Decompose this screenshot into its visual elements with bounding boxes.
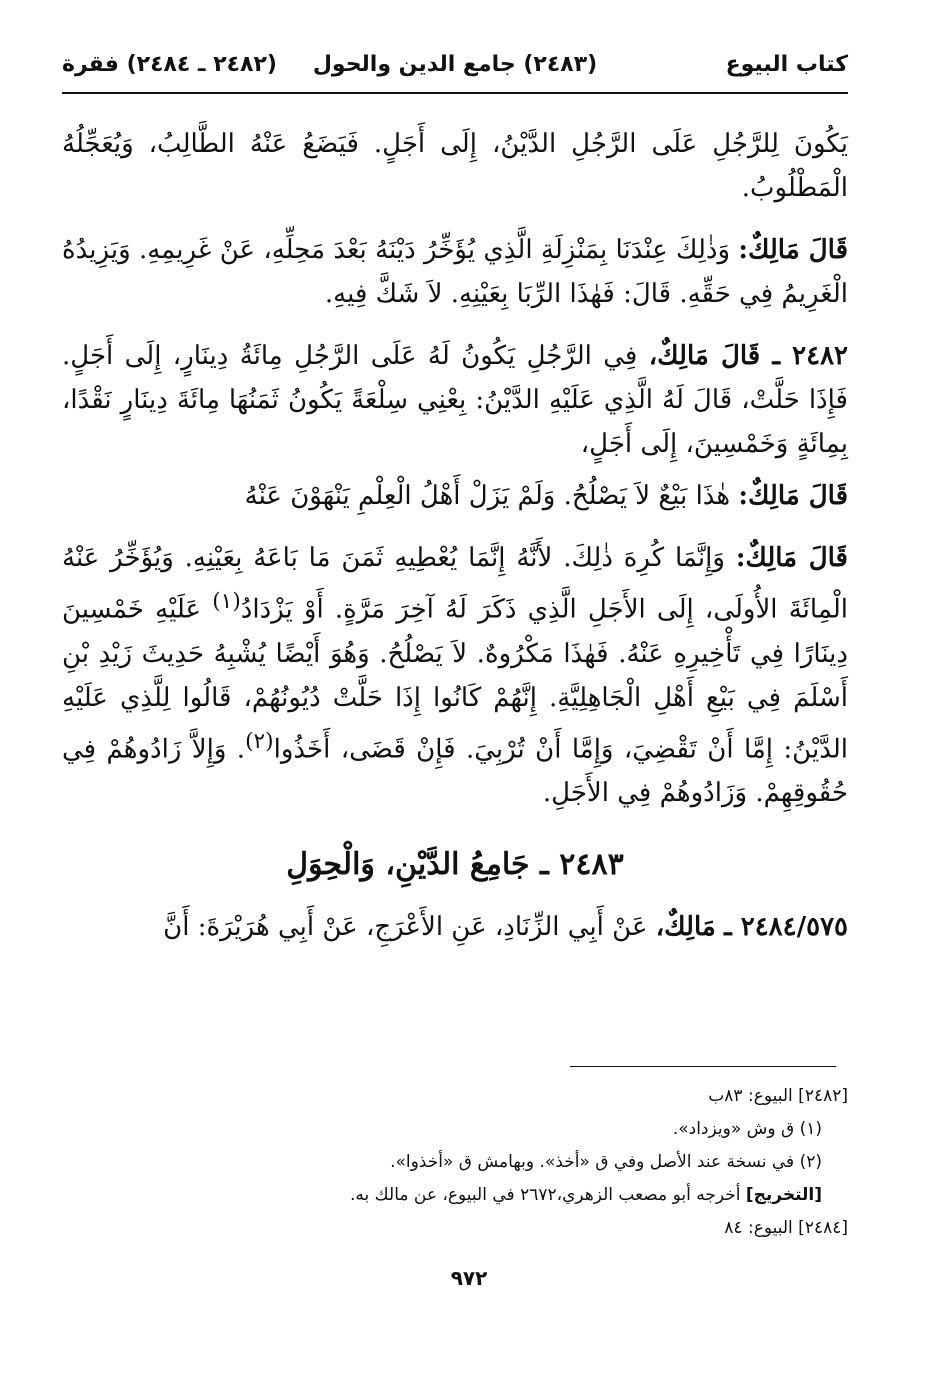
paragraph-2 xyxy=(62,228,848,316)
page-number: ٩٧٢ xyxy=(450,1266,488,1290)
paragraph-2482-text: فِي الرَّجُلِ يَكُونُ لَهُ عَلَى الرَّجُلِ مِائَةُ دِينَارٍ، إِلَى أَجَلٍ. فَإِذَا حَلَّتْ، قَالَ لَهُ الَّذِي عَلَيْهِ الدَّيْنُ: بِعْنِي سِلْعَةً يَكُونُ ثَمَنُهَا مِائَةَ دِينَارٍ نَقْدًا، بِمِائَةٍ وَخَمْسِينَ، إِلَى أَجَلٍ، xyxy=(62,341,848,459)
book-title: كتاب البيوع xyxy=(725,52,848,77)
paragraph-range: (٢٤٨٢ ـ ٢٤٨٤) فقرة xyxy=(62,52,277,77)
speaker-malik: مَالِكٌ، xyxy=(655,912,716,943)
section-heading xyxy=(62,841,848,889)
paragraph-1 xyxy=(62,122,848,210)
speaker-malik: قَالَ مَالِكٌ: xyxy=(738,235,848,265)
paragraph-2-text: وَذٰلِكَ عِنْدَنَا بِمَنْزِلَةِ الَّذِي يُؤَخِّرُ دَيْنَهُ بَعْدَ مَحِلِّهِ، عَنْ غَرِيمِهِ. وَيَزِيدُهُ الْغَرِيمُ فِي حَقِّهِ. قَالَ: فَهٰذَا الرِّبَا بِعَيْنِهِ. لاَ شَكَّ فِيهِ. xyxy=(62,235,848,309)
paragraph-5-text-b: عَلَيْهِ خَمْسِينَ دِينَارًا فِي تَأْخِيرِهِ عَنْهُ. فَهٰذَا مَكْرُوهٌ. لاَ يَصْلُحُ. وَهُوَ أَيْضًا يُشْبِهُ حَدِيثَ زَيْدِ بْنِ أَسْلَمَ فِي بَيْعِ أَهْلِ الْجَاهِلِيَّةِ. إِنَّهُمْ كَانُوا إِذَا حَلَّتْ دُيُونُهُمْ، قَالُوا لِلَّذِي عَلَيْهِ الدَّيْنُ: إِمَّا أَنْ تَقْضِيَ، وَإِمَّا أَنْ تُرْبِيَ. فَإِنْ قَضَى، أَخَذُوا xyxy=(62,594,848,765)
paragraph-4 xyxy=(62,474,848,518)
paragraph-2484 xyxy=(62,905,848,949)
hadith-number-2482: ٢٤٨٢ ـ قَالَ مَالِكٌ، xyxy=(648,341,848,371)
speaker-malik: قَالَ مَالِكٌ: xyxy=(738,481,848,511)
chapter-title: (٢٤٨٣) جامع الدين والحول xyxy=(312,52,598,77)
hadith-number-2484: ٢٤٨٤/٥٧٥ ـ xyxy=(724,912,848,943)
speaker-malik: قَالَ مَالِكٌ: xyxy=(735,543,848,573)
paragraph-2482 xyxy=(62,334,848,466)
paragraph-5 xyxy=(62,536,848,815)
header-divider xyxy=(62,92,848,94)
paragraph-2484-text: عَنْ أَبِي الزِّنَادِ، عَنِ الأَعْرَجِ، عَنْ أَبِي هُرَيْرَةَ: أَنَّ xyxy=(163,912,656,943)
footnote-ref-1: (١) xyxy=(212,589,241,614)
takhrij-note xyxy=(200,1179,848,1212)
running-header xyxy=(62,48,848,88)
footnote-2: (٢) في نسخة عند الأصل وفي ق «أخذ». وبهامش ق «أخذوا». xyxy=(390,1152,822,1172)
footnote-ref-2484: [٢٤٨٤] البيوع: ٨٤ xyxy=(724,1218,848,1238)
section-number: ٢٤٨٣ ـ xyxy=(540,847,624,883)
takhrij-text: أخرجه أبو مصعب الزهري،٢٦٧٢ في البيوع، عن مالك به. xyxy=(350,1185,746,1205)
footnote-ref-2482: [٢٤٨٢] البيوع: ٨٣ب xyxy=(708,1086,848,1106)
footnote-1: (١) ق وش «ويزداد». xyxy=(672,1119,822,1139)
takhrij-label: [التخريج] xyxy=(745,1185,822,1205)
footnote-divider xyxy=(570,1066,836,1067)
main-text xyxy=(62,122,848,967)
footnotes xyxy=(200,1080,848,1245)
paragraph-5-text-c: . وَإِلاَّ زَادُوهُمْ فِي حُقُوقِهِمْ. وَزَادُوهُمْ فِي الأَجَلِ. xyxy=(62,734,848,809)
paragraph-5-text-a: وَإِنَّمَا كُرِهَ ذٰلِكَ. لأَنَّهُ إِنَّمَا يُعْطِيهِ ثَمَنَ مَا بَاعَهُ بِعَيْنِهِ. وَيُؤَخِّرُ عَنْهُ الْمِائَةَ الأُولَى، إِلَى الأَجَلِ الَّذِي ذَكَرَ لَهُ آخِرَ مَرَّةٍ. أَوْ يَزْدَادُ xyxy=(62,543,848,625)
paragraph-1-text: يَكُونَ لِلرَّجُلِ عَلَى الرَّجُلِ الدَّيْنُ، إِلَى أَجَلٍ. فَيَضَعُ عَنْهُ الطَّالِبُ، وَيُعَجِّلُهُ الْمَطْلُوبُ. xyxy=(62,129,848,203)
paragraph-4-text: هٰذَا بَيْعٌ لاَ يَصْلُحُ. وَلَمْ يَزَلْ أَهْلُ الْعِلْمِ يَنْهَوْنَ عَنْهُ xyxy=(244,481,739,511)
section-title: جَامِعُ الدَّيْنِ، وَالْحِوَلِ xyxy=(286,847,530,883)
footnote-ref-2: (٢) xyxy=(245,728,274,754)
